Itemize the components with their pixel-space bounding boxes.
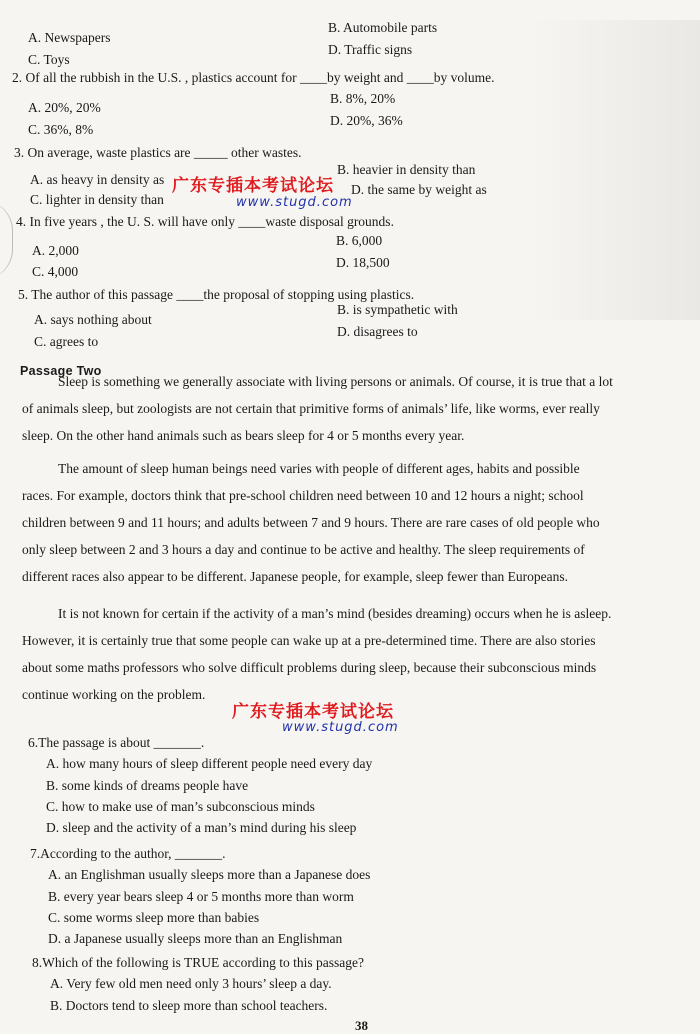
paragraph-line: of animals sleep, but zoologists are not certain that primitive forms of animals’ life, like worms, ever really (22, 401, 600, 416)
q6-option-c: C. how to make use of man’s subconscious minds (46, 799, 315, 814)
q6-stem: 6.The passage is about _______. (28, 735, 205, 750)
q3-option-a: A. as heavy in density as (30, 172, 165, 187)
q6-option-a: A. how many hours of sleep different people need every day (46, 756, 373, 771)
paragraph-line: continue working on the problem. (22, 687, 206, 702)
q8-option-b: B. Doctors tend to sleep more than school teachers. (50, 998, 328, 1013)
paragraph-line: Sleep is something we generally associate with living persons or animals. Of course, it is true that a lot (58, 374, 613, 389)
q5-option-c: C. agrees to (34, 334, 99, 349)
q8-option-a: A. Very few old men need only 3 hours’ sleep a day. (50, 976, 332, 991)
q1-option-a: A. Newspapers (28, 30, 111, 45)
q7-option-c: C. some worms sleep more than babies (48, 910, 260, 925)
paragraph-line: about some maths professors who solve difficult problems during sleep, because their subconscious minds (22, 660, 597, 675)
q4-option-b: B. 6,000 (336, 233, 383, 248)
watermark-text: 广东专插本考试论坛 (232, 702, 394, 722)
paragraph-line: sleep. On the other hand animals such as bears sleep for 4 or 5 months every year. (22, 428, 465, 443)
paragraph-line: The amount of sleep human beings need varies with people of different ages, habits and possible (58, 461, 580, 476)
q4-option-a: A. 2,000 (32, 243, 79, 258)
q3-option-d: D. the same by weight as (351, 182, 487, 197)
q4-option-c: C. 4,000 (32, 264, 79, 279)
q3-stem: 3. On average, waste plastics are _____ other wastes. (14, 145, 302, 160)
paragraph-3 (22, 600, 678, 708)
q2-option-b: B. 8%, 20% (330, 91, 396, 106)
paragraph-line: races. For example, doctors think that pre-school children need between 10 and 12 hours a night; school (22, 488, 584, 503)
watermark-text: 广东专插本考试论坛 (172, 176, 334, 196)
paragraph-line: However, it is certainly true that some people can wake up at a pre-determined time. There are also stories (22, 633, 596, 648)
paragraph-1 (22, 368, 678, 449)
q5-option-d: D. disagrees to (337, 324, 418, 339)
q7-option-a: A. an Englishman usually sleeps more than a Japanese does (48, 867, 371, 882)
watermark-url: www.stugd.com (236, 195, 353, 210)
paragraph-line: different races also appear to be different. Japanese people, for example, sleep fewer than Europeans. (22, 569, 569, 584)
q4-stem: 4. In five years , the U. S. will have only ____waste disposal grounds. (16, 214, 394, 229)
paragraph-2 (22, 455, 678, 590)
q5-option-b: B. is sympathetic with (337, 302, 458, 317)
section-title: Passage Two (20, 364, 102, 378)
q6-option-b: B. some kinds of dreams people have (46, 778, 249, 793)
q2-option-c: C. 36%, 8% (28, 122, 94, 137)
q1-option-c: C. Toys (28, 52, 70, 67)
page-number: 38 (355, 1018, 368, 1033)
q2-stem: 2. Of all the rubbish in the U.S. , plastics account for ____by weight and ____by volume. (12, 70, 495, 85)
q2-option-a: A. 20%, 20% (28, 100, 101, 115)
paragraph-line: children between 9 and 11 hours; and adults between 7 and 9 hours. There are rare cases of old people who (22, 515, 600, 530)
q3-option-c: C. lighter in density than (30, 192, 164, 207)
page-shadow (530, 20, 700, 320)
q2-option-d: D. 20%, 36% (330, 113, 403, 128)
q5-option-a: A. says nothing about (34, 312, 152, 327)
q7-stem: 7.According to the author, _______. (30, 846, 226, 861)
q1-option-d: D. Traffic signs (328, 42, 413, 57)
watermark-url: www.stugd.com (282, 720, 399, 735)
q7-option-d: D. a Japanese usually sleeps more than an Englishman (48, 931, 343, 946)
q7-option-b: B. every year bears sleep 4 or 5 months more than worm (48, 889, 354, 904)
margin-mark (0, 200, 13, 280)
paragraph-line: only sleep between 2 and 3 hours a day and continue to be active and healthy. The sleep requirements of (22, 542, 585, 557)
q5-stem: 5. The author of this passage ____the proposal of stopping using plastics. (18, 287, 415, 302)
paragraph-line: It is not known for certain if the activity of a man’s mind (besides dreaming) occurs when he is asleep. (58, 606, 612, 621)
q1-option-b: B. Automobile parts (328, 20, 438, 35)
q6-option-d: D. sleep and the activity of a man’s mind during his sleep (46, 820, 357, 835)
q8-stem: 8.Which of the following is TRUE according to this passage? (32, 955, 364, 970)
q3-option-b: B. heavier in density than (337, 162, 476, 177)
q4-option-d: D. 18,500 (336, 255, 390, 270)
